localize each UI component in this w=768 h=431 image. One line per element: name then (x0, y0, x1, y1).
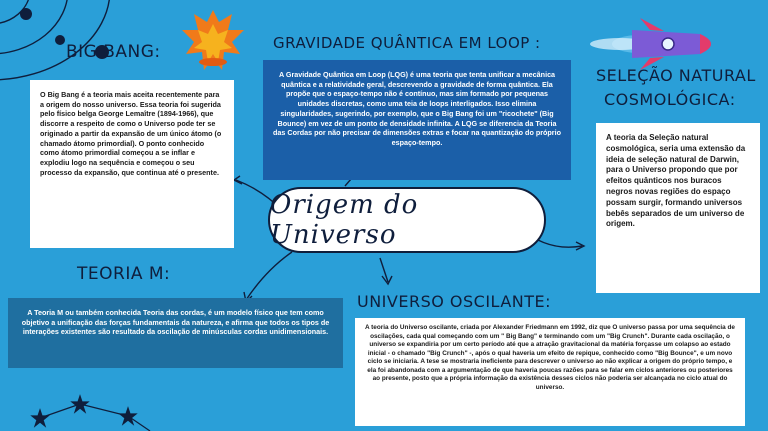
constellation-icon (32, 396, 150, 431)
teoria-m-text-box (8, 298, 343, 368)
center-title-pill (268, 187, 546, 253)
teoria-m-heading: TEORIA M: (77, 264, 171, 284)
gravidade-text: A Gravidade Quântica em Loop (LQG) é uma teoria que tenta unificar a mecânica quântica e a relatividade geral, descrevendo a gravidade de forma quântica. Ela propõe que o espaço-tempo não é contínuo, mas sim formado por pequenas unidades discretas, como uma teia de loops interligados. Isso elimina singularidades, sugerindo, por exemplo, que o Big Bang foi um "ricochete" (Big Bounce) em vez de um ponto de densidade infinita. A LQG se diferencia da Teoria das Cordas por não precisar de dimensões extras e focar na quantização do próprio espaço-tempo. (273, 70, 561, 148)
big-bang-text-box (30, 80, 234, 248)
center-title: Origem do Universo (270, 190, 419, 250)
teoria-m-text: A Teoria M ou também conhecida Teoria das cordas, é um modelo físico que tem como objetivo a unificação das forças fundamentais da natureza, e afirma que todos os tipos de interações existentes são resultado da oscilação de minúsculas cordas unidimensionais. (21, 308, 330, 337)
oscilante-text-box (355, 318, 745, 426)
big-bang-text: O Big Bang é a teoria mais aceita recentemente para a origem do nosso universo. Essa teoria foi sugerida pelo físico belga George Lemaître (1894-1966), que discorre a respeito de como o Universo pode ter se originado a partir da expansão de um único átomo (o chamado átomo primordial). O ponto conhecido como átomo primordial começou a se inflar e explodiu logo na sequência e começou o seu processo da expansão, que continua até o presente. (40, 90, 222, 177)
selecao-heading-line2: COSMOLÓGICA: (604, 90, 736, 109)
gravidade-heading: GRAVIDADE QUÂNTICA EM LOOP : (273, 34, 541, 52)
rocket-icon (590, 18, 711, 70)
explosion-icon (182, 10, 244, 70)
gravidade-text-box (263, 60, 571, 180)
selecao-heading-line1: SELEÇÃO NATURAL (596, 66, 756, 85)
oscilante-text: A teoria do Universo oscilante, criada por Alexander Friedmann em 1992, diz que O universo passa por uma sequência de oscilações, cada qual começando com um " Big Bang" e terminando com um "Big Crunch". Durante cada oscilação, o universo se expandiria por um certo período até que a atração gravitacional da matéria forçasse um colapso ao estado inicial - o chamado "Big Crunch" -, após o qual haveria um efeito de repique, conhecido como "Big Bounce", e um novo ciclo se iniciaria. A tese se mostraria ineficiente para descrever o universo ao não explicar a origem do próprio tempo, e ela foi abandonada com a argumentação de que haveria poucas razões para se falar em ciclos anteriores ou posteriores ao presente, posto que a própria informação da existência desses ciclos não poderia ser alcançada no ciclo atual do universo. (365, 324, 735, 391)
selecao-text: A teoria da Seleção natural cosmológica, seria uma extensão da ideia de seleção natural de Darwin, para o Universo propondo que por efeitos quânticos nos buracos negros novas regiões do espaço possam surgir, formando universos bebês separados de um universo de origem. (606, 133, 746, 229)
big-bang-heading: BIG BANG: (66, 42, 161, 62)
selecao-text-box (596, 123, 760, 293)
oscilante-heading: UNIVERSO OSCILANTE: (357, 292, 552, 311)
